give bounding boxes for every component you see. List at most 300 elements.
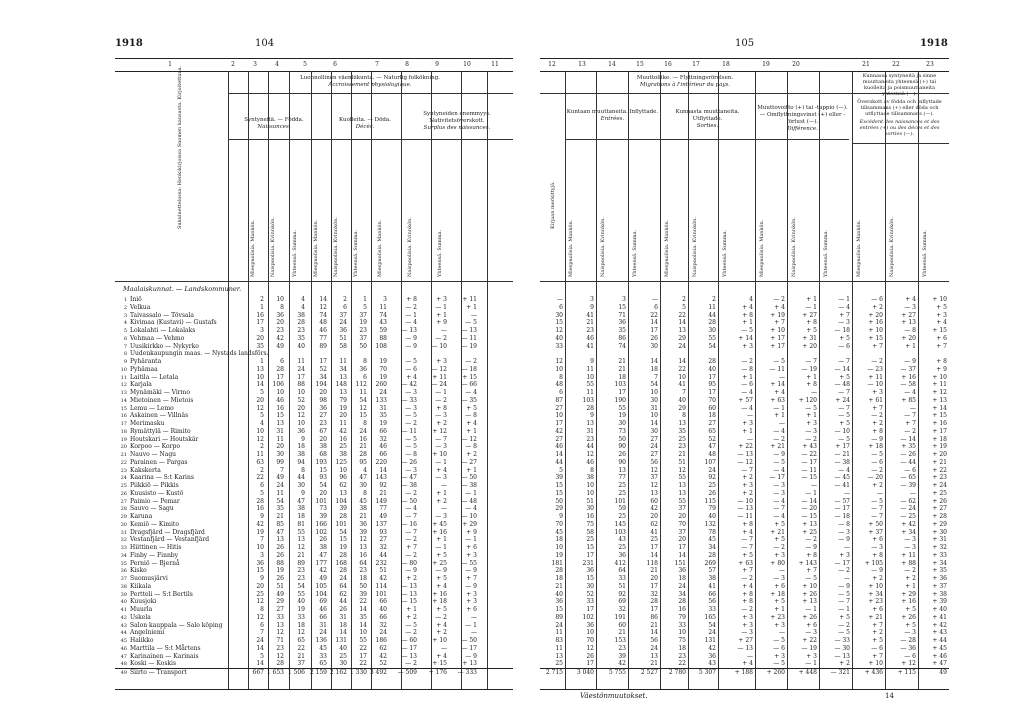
cell-value: 10 [297, 389, 305, 396]
cell-value: 13 [555, 652, 563, 660]
row-number: 16 [120, 413, 127, 420]
deaths-caption [320, 117, 410, 131]
cell-value: 32 [379, 621, 387, 629]
cell-value: 23 [276, 644, 284, 652]
cell-value: + 4 [774, 303, 785, 311]
cell-value: — 12 [737, 458, 753, 466]
cell-value: 56 [650, 458, 658, 466]
cell-value: 92 [618, 590, 626, 598]
cell-value: 89 [297, 559, 305, 567]
table-row [115, 420, 513, 428]
cell-value: — 4 [741, 404, 753, 412]
cell-value: 30 [650, 396, 658, 404]
table-row [115, 653, 513, 661]
cell-value: + 15 [432, 660, 447, 668]
cell-value: 13 [650, 489, 658, 497]
row-number: 37 [120, 576, 127, 582]
total-sv: Överskott av födda och inflyttade tillsammans (+) eller döda och utflyttade tillsammans (—). [857, 99, 942, 117]
cell-value: — [747, 652, 753, 660]
cell-value: 40 [339, 644, 347, 652]
cell-value: + 4 [774, 389, 785, 396]
cell-value: — 6 [741, 381, 753, 389]
total-fr: Excédent des naissances et des entrées (+) ou des décès et des sorties (—). [859, 119, 940, 137]
cell-value: 18 [297, 443, 305, 451]
cell-value: + 13 [901, 319, 916, 327]
cell-value: 5 [260, 389, 264, 396]
cell-value: 55 [678, 474, 686, 482]
cell-value: — 2 [741, 575, 753, 582]
cell-value: + 3 [742, 420, 753, 427]
cell-value: 31 [319, 621, 327, 629]
cell-value: — [811, 389, 817, 396]
cell-value: — 509 [397, 669, 417, 676]
table-row [540, 405, 949, 413]
row-number: 13 [120, 390, 127, 396]
cell-value: — 19 [801, 644, 817, 652]
row-number: 42 [120, 614, 127, 621]
cell-value: + 1 [406, 606, 417, 613]
cell-value: — 24 [900, 505, 916, 513]
municipality-label: Askainen — Villnäs [130, 412, 189, 420]
row-number: 6 [123, 335, 127, 342]
row-number: 31 [120, 529, 127, 536]
surplus-caption [411, 111, 503, 132]
cell-value: 46 [319, 606, 327, 613]
cell-value: 10 [650, 389, 658, 396]
cell-value: 13 [618, 466, 626, 474]
cell-value: — 5 [405, 443, 417, 451]
right-page-table [540, 58, 949, 690]
cell-value: + 2 [872, 629, 883, 637]
table-row [115, 358, 513, 366]
municipality-label: Merimasku [130, 420, 165, 427]
cell-value: 186 [375, 637, 387, 644]
cell-value: 23 [586, 327, 594, 334]
cell-value: + 20 [802, 342, 817, 350]
right-column-number: 15 [636, 61, 644, 68]
cell-value: + 27 [901, 311, 916, 319]
right-column-number: 13 [578, 61, 586, 68]
cell-value: 40 [379, 606, 387, 613]
cell-value: 28 [339, 513, 347, 520]
cell-value: — 18 [461, 365, 477, 373]
cell-value: 83 [555, 637, 563, 644]
cell-value: + 1 [806, 373, 817, 381]
table-row [540, 459, 949, 467]
cell-value: 45 [708, 536, 716, 544]
cell-value: 12 [555, 358, 563, 365]
cell-value: 44 [708, 311, 716, 319]
cell-value: 21 [359, 513, 367, 520]
cell-value: 27 [650, 435, 658, 443]
cell-value: + 188 [734, 669, 753, 676]
cell-value: — 38 [834, 458, 850, 466]
cell-value: 20 [256, 334, 264, 342]
cell-value: 30 [586, 505, 594, 513]
cell-value: + 25 [932, 489, 947, 497]
cell-value: 5 [260, 652, 264, 660]
cell-value: 32 [618, 606, 626, 613]
cell-value: — 4 [773, 466, 785, 474]
cell-value: 11 [359, 389, 367, 396]
cell-value: + 27 [932, 505, 947, 513]
cell-value: + 8 [742, 590, 753, 598]
cell-value: + 3 [466, 590, 477, 598]
cell-value: 12 [359, 404, 367, 412]
cell-value: 2 159 [309, 669, 327, 676]
cell-value: 31 [276, 427, 284, 435]
table-row [540, 428, 949, 436]
cell-value: 23 [359, 327, 367, 334]
cell-value: + 23 [868, 598, 883, 606]
cell-value: — 7 [805, 358, 817, 365]
cell-value: 3 040 [576, 669, 594, 676]
cell-value: 10 [339, 466, 347, 474]
cell-value: — 55 [461, 559, 477, 567]
cell-value: 14 [678, 551, 686, 559]
cell-value: 3 [383, 296, 387, 303]
left-subheader: Naispuolisia. Kvinnkön. [270, 217, 276, 277]
cell-value: — 7 [773, 505, 785, 513]
cell-value: 46 [555, 443, 563, 451]
cell-value: 105 [315, 582, 327, 590]
right-subheader: Miespuolisia. Mankön. [664, 219, 670, 277]
cell-value: — 35 [461, 396, 477, 404]
table-row [115, 451, 513, 459]
left-column-number: 11 [491, 61, 499, 68]
cell-value: — 2 [904, 567, 916, 575]
cell-value: + 16 [432, 528, 447, 536]
cell-value: 54 [708, 342, 716, 350]
cell-value: 28 [650, 598, 658, 606]
municipality-label: Marttila — S:t Mårtens [130, 644, 201, 652]
cell-value: 26 [708, 489, 716, 497]
cell-value: — 7 [838, 598, 850, 606]
cell-value: + 3 [466, 598, 477, 606]
table-row [115, 629, 513, 637]
cell-value: 10 [586, 629, 594, 637]
municipality-label: Parainen — Pargas [130, 458, 188, 466]
cell-value: 54 [276, 497, 284, 505]
cell-value: 5 [682, 303, 686, 311]
cell-value: + 4 [905, 296, 916, 303]
cell-value: — [779, 567, 785, 575]
cell-value: + 260 [766, 669, 785, 676]
cell-value: 41 [678, 381, 686, 389]
migration-fi: Muuttoliike. — Flyttningsrörelsen. [636, 75, 734, 81]
cell-value: 18 [297, 621, 305, 629]
cell-value: — 5 [773, 660, 785, 668]
cell-value: 16 [359, 551, 367, 559]
row-number: 33 [120, 545, 127, 551]
cell-value: + 12 [932, 389, 947, 396]
cell-value: 12 [650, 482, 658, 489]
cell-value: + 5 [774, 598, 785, 606]
cell-value: 70 [708, 396, 716, 404]
cell-value: 70 [678, 520, 686, 528]
table-row [115, 343, 513, 351]
cell-value: 28 [256, 497, 264, 505]
cell-value: — 16 [401, 520, 417, 528]
cell-value: + 3 [742, 342, 753, 350]
cell-value: + 13 [462, 660, 477, 668]
cell-value: 16 [339, 435, 347, 443]
cell-value: + 30 [932, 528, 947, 536]
cell-value: 2 [260, 443, 264, 451]
cell-value: + 12 [432, 427, 447, 435]
cell-value: — 5 [838, 435, 850, 443]
cell-value: 36 [586, 621, 594, 629]
cell-value: 30 [339, 660, 347, 668]
cell-value: 104 [335, 497, 347, 505]
cell-value: 9 [260, 575, 264, 582]
cell-value: + 436 [864, 669, 883, 676]
cell-value: — 9 [871, 435, 883, 443]
cell-value: + 23 [932, 474, 947, 482]
row-number: 43 [120, 622, 127, 629]
cell-value: + 5 [839, 420, 850, 427]
cell-value: 25 [650, 536, 658, 544]
right-column-number: 17 [692, 61, 700, 68]
cell-value: 25 [339, 652, 347, 660]
cell-value: 25 [555, 660, 563, 668]
cell-value: — [471, 629, 477, 637]
banner-natural-increase [235, 75, 505, 89]
cell-value: — 11 [401, 427, 417, 435]
cell-value: — 3 [405, 389, 417, 396]
cell-value: 26 [276, 544, 284, 551]
cell-value: 20 [678, 513, 686, 520]
cell-value: 9 [260, 513, 264, 520]
cell-value: 93 [319, 474, 327, 482]
cell-value: + 8 [742, 598, 753, 606]
left-column-number: 3 [253, 61, 257, 68]
table-row [540, 552, 949, 560]
cell-value: — 1 [805, 489, 817, 497]
cell-value: 10 [586, 482, 594, 489]
cell-value: — 5 [773, 458, 785, 466]
cell-value: 86 [650, 613, 658, 621]
cell-value: 118 [646, 559, 658, 567]
cell-value: + 7 [872, 404, 883, 412]
cell-value: 22 [256, 474, 264, 482]
cell-value: 12 [256, 435, 264, 443]
cell-value: 19 [555, 551, 563, 559]
row-number: 2 [123, 304, 127, 311]
cell-value: 20 [256, 396, 264, 404]
cell-value: 14 [650, 358, 658, 365]
cell-value: + 3 [872, 389, 883, 396]
left-subheader: Miespuolisia. Mankön. [250, 219, 256, 277]
cell-value: — 5 [871, 451, 883, 458]
row-number: 39 [120, 591, 127, 598]
cell-value: 168 [335, 559, 347, 567]
cell-value: + 5 [905, 621, 916, 629]
cell-value: 27 [708, 420, 716, 427]
cell-value: — 5 [465, 319, 477, 327]
municipality-label: Mynämäki — Virmo [130, 389, 190, 396]
cell-value: 1 [260, 303, 264, 311]
row-number: 10 [120, 366, 127, 373]
cell-value: 40 [297, 342, 305, 350]
cell-value: + 2 [905, 575, 916, 582]
cell-value: 65 [297, 637, 305, 644]
cell-value: — 3 [805, 629, 817, 637]
cell-value: 33 [708, 606, 716, 613]
cell-value: + 44 [932, 637, 947, 644]
cell-value: 39 [359, 528, 367, 536]
outflow-fr: Sorties. [696, 123, 719, 129]
cell-value: — 2 [405, 420, 417, 427]
cell-value: — 1 [435, 544, 447, 551]
cell-value: 2 [682, 296, 686, 303]
outflow-caption [660, 109, 755, 130]
cell-value: 28 [586, 404, 594, 412]
cell-value: 14 [256, 660, 264, 668]
table-row [115, 575, 513, 583]
cell-value: 22 [359, 660, 367, 668]
net-fr: Différence. [787, 126, 818, 132]
cell-value: 64 [359, 559, 367, 567]
cell-value: 17 [297, 373, 305, 381]
cell-value: 19 [339, 404, 347, 412]
cell-value: 18 [555, 575, 563, 582]
cell-value: 6 [559, 389, 563, 396]
cell-value: 21 [586, 319, 594, 327]
cell-value: 13 [678, 420, 686, 427]
cell-value: 24 [555, 621, 563, 629]
cell-value: 23 [297, 327, 305, 334]
cell-value: — 7 [838, 389, 850, 396]
cell-value: 66 [319, 613, 327, 621]
cell-value: 17 [678, 544, 686, 551]
cell-value: — 13 [834, 652, 850, 660]
cell-value: 48 [555, 381, 563, 389]
cell-value: 193 [315, 458, 327, 466]
cell-value: 40 [555, 334, 563, 342]
table-row [115, 552, 513, 560]
cell-value: 45 [359, 497, 367, 505]
cell-value: — 18 [834, 327, 850, 334]
cell-value: + 5 [839, 334, 850, 342]
cell-value: 6 [363, 373, 367, 381]
cell-value: + 20 [868, 311, 883, 319]
cell-value: 47 [319, 551, 327, 559]
cell-value: — 5 [405, 412, 417, 420]
footnote: Väestönmuutokset. [580, 692, 648, 700]
cell-value: 165 [704, 613, 716, 621]
cell-value: 17 [359, 652, 367, 660]
cell-value: + 1 [466, 303, 477, 311]
table-row [540, 381, 949, 389]
cell-value: 60 [618, 621, 626, 629]
cell-value: — 5 [773, 358, 785, 365]
cell-value: — 2 [741, 606, 753, 613]
cell-value: 25 [618, 489, 626, 497]
left-subheader: Naispuolisia. Kvinnkön. [407, 217, 413, 277]
cell-value: 143 [375, 474, 387, 482]
cell-value: — 10 [461, 513, 477, 520]
cell-value: 30 [359, 482, 367, 489]
cell-value: 96 [339, 474, 347, 482]
cell-value: — 4 [773, 497, 785, 505]
cell-value: 11 [339, 358, 347, 365]
cell-value: 22 [678, 660, 686, 668]
cell-value: 12 [256, 404, 264, 412]
cell-value: — 5 [773, 637, 785, 644]
left-subheader: Yhteensä. Summa. [353, 229, 359, 277]
cell-value: 50 [359, 582, 367, 590]
cell-value: 68 [319, 451, 327, 458]
cell-value: 27 [379, 536, 387, 544]
cell-value: + 4 [436, 652, 447, 660]
cell-value: 231 [582, 559, 594, 567]
cell-value: 24 [276, 482, 284, 489]
cell-value: 20 [678, 536, 686, 544]
cell-value: 37 [359, 334, 367, 342]
cell-value: + 7 [806, 567, 817, 575]
cell-value: — [441, 505, 447, 513]
cell-value: 101 [335, 520, 347, 528]
cell-value: 58 [339, 342, 347, 350]
cell-value: — 2 [838, 567, 850, 575]
cell-value: 37 [678, 505, 686, 513]
cell-value: + 176 [428, 669, 447, 676]
cell-value: 14 [678, 358, 686, 365]
cell-value: — 1 [805, 660, 817, 668]
cell-value: + 5 [774, 520, 785, 528]
cell-value: 115 [704, 497, 716, 505]
cell-value: 11 [256, 451, 264, 458]
cell-value: 16 [256, 311, 264, 319]
cell-value: 24 [650, 644, 658, 652]
cell-value: 79 [339, 396, 347, 404]
cell-value: + 2 [436, 497, 447, 505]
cell-value: + 1 [806, 296, 817, 303]
cell-value: 55 [678, 497, 686, 505]
table-row [540, 389, 949, 397]
cell-value: + 3 [774, 652, 785, 660]
cell-value: 28 [678, 598, 686, 606]
cell-value: 36 [359, 365, 367, 373]
table-row [115, 598, 513, 606]
cell-value: 9 [590, 412, 594, 420]
cell-value: — 33 [401, 396, 417, 404]
cell-value: 15 [319, 466, 327, 474]
cell-value: 37 [339, 311, 347, 319]
cell-value: 46 [379, 443, 387, 451]
cell-value: + 3 [936, 311, 947, 319]
cell-value: 36 [276, 311, 284, 319]
cell-value: 46 [319, 327, 327, 334]
cell-value: — 12 [461, 435, 477, 443]
cell-value: + 1 [905, 582, 916, 590]
cell-value: + 33 [932, 551, 947, 559]
cell-value: + 5 [774, 536, 785, 544]
table-row [115, 498, 513, 506]
cell-value: — 25 [900, 513, 916, 520]
cell-value: — 1 [435, 303, 447, 311]
cell-value: + 7 [839, 311, 850, 319]
cell-value: 46 [586, 458, 594, 466]
outflow-fi: Kunnasta muuttaneita. Utflyttade. [675, 109, 740, 122]
table-row [540, 637, 949, 645]
table-row [540, 591, 949, 599]
cell-value: + 8 [406, 296, 417, 303]
cell-value: + 1 [806, 412, 817, 420]
cell-value: 79 [708, 505, 716, 513]
cell-value: + 46 [932, 652, 947, 660]
